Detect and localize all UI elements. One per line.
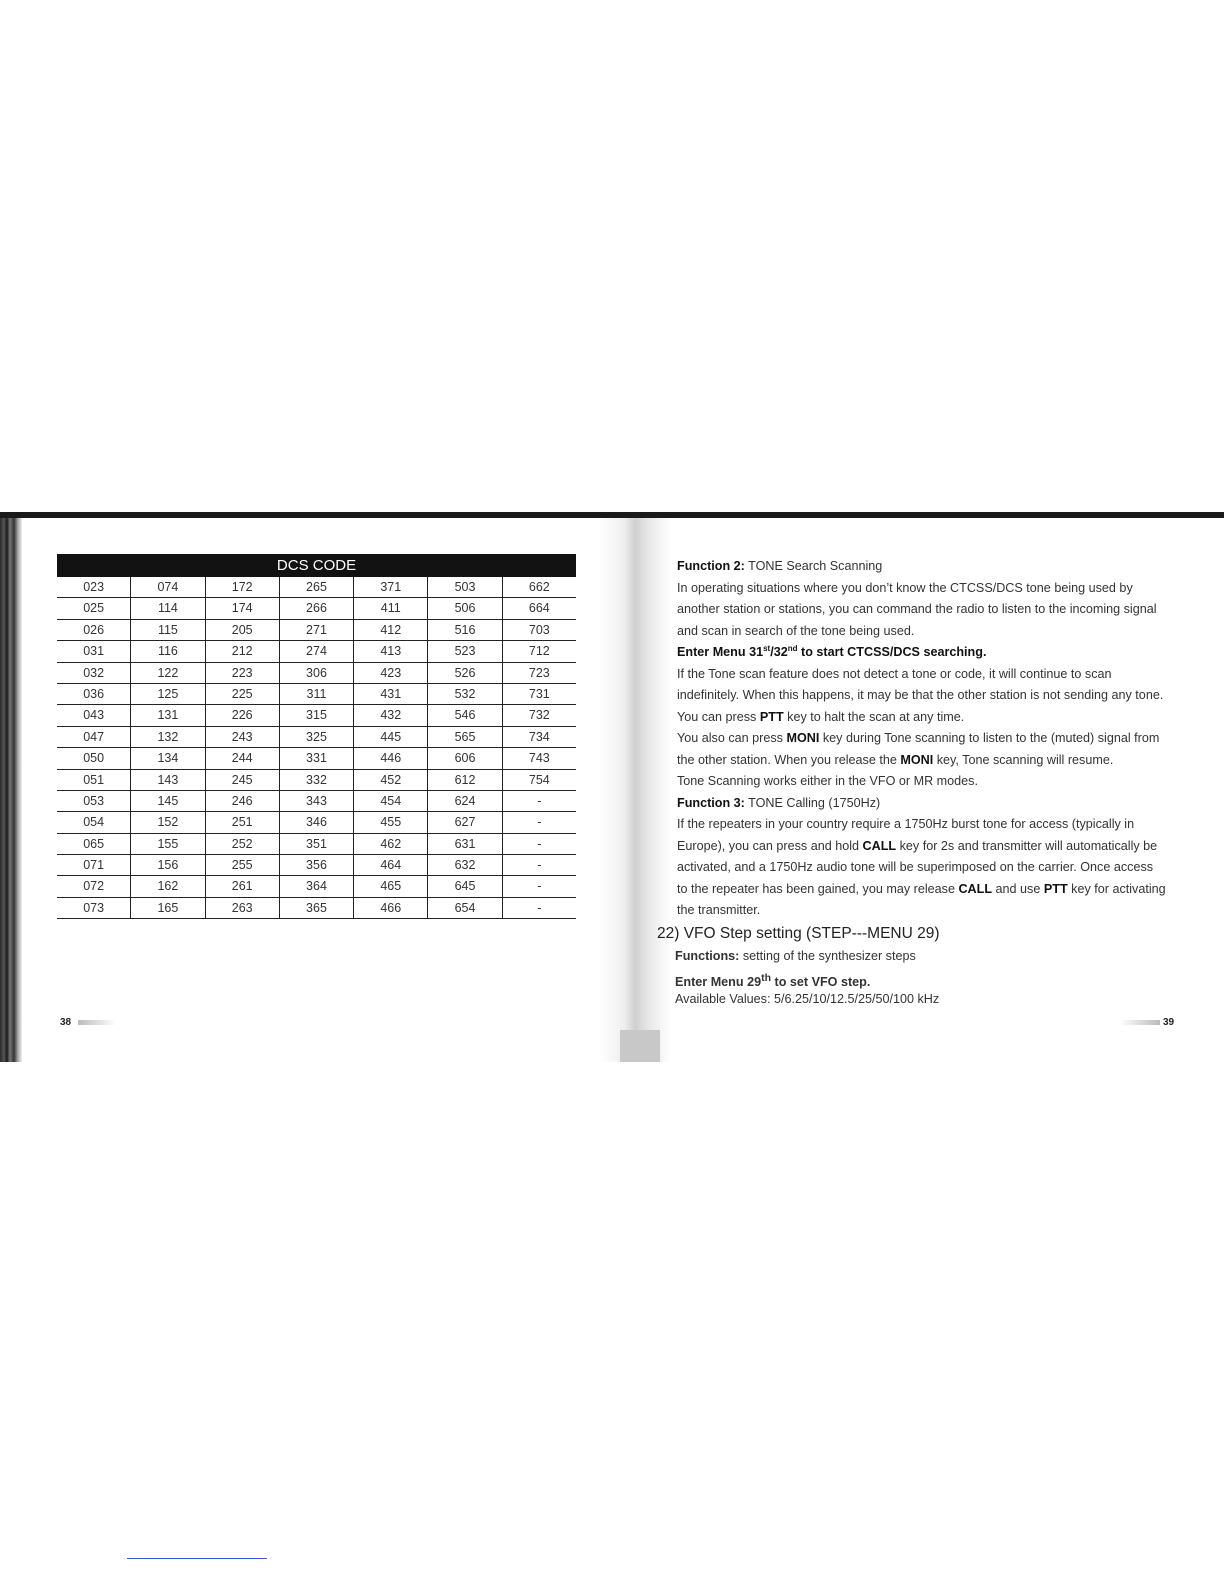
- table-cell: 212: [206, 641, 279, 662]
- table-cell: 346: [280, 812, 353, 833]
- table-cell: 506: [428, 598, 501, 619]
- table-column: [205, 577, 279, 919]
- table-cell: 131: [131, 705, 204, 726]
- table-cell: 031: [57, 641, 130, 662]
- table-cell: 165: [131, 898, 204, 919]
- table-cell: 043: [57, 705, 130, 726]
- table-cell: 565: [428, 727, 501, 748]
- table-cell: 631: [428, 834, 501, 855]
- table-column: [502, 577, 576, 919]
- function-3-line: Function 3: TONE Calling (1750Hz): [677, 795, 881, 810]
- table-cell: 071: [57, 855, 130, 876]
- paragraph-line: to the repeater has been gained, you may release CALL and use PTT key for activating: [677, 881, 1166, 896]
- paragraph-line: If the repeaters in your country require a 1750Hz burst tone for access (typically in: [677, 817, 1135, 831]
- table-cell: 226: [206, 705, 279, 726]
- table-cell: 664: [503, 598, 576, 619]
- book-gutter: [600, 518, 670, 1062]
- table-cell: 223: [206, 663, 279, 684]
- table-cell: 452: [354, 770, 427, 791]
- table-cell: 244: [206, 748, 279, 769]
- table-cell: 026: [57, 620, 130, 641]
- table-cell: 325: [280, 727, 353, 748]
- table-grid: [57, 577, 576, 919]
- paragraph-line: and scan in search of the tone being used.: [677, 623, 915, 638]
- table-cell: 251: [206, 812, 279, 833]
- paragraph-line: indefinitely. When this happens, it may be that the other station is not sending any tone.: [677, 688, 1164, 702]
- function-2-line: Function 2: TONE Search Scanning: [677, 559, 883, 573]
- table-cell: 445: [354, 727, 427, 748]
- table-cell: 054: [57, 812, 130, 833]
- table-cell: 743: [503, 748, 576, 769]
- table-title: DCS CODE: [57, 554, 576, 577]
- table-column: [130, 577, 204, 919]
- table-cell: 115: [131, 620, 204, 641]
- table-cell: 122: [131, 663, 204, 684]
- table-column: [353, 577, 427, 919]
- table-cell: 423: [354, 663, 427, 684]
- table-cell: 532: [428, 684, 501, 705]
- table-column: [427, 577, 501, 919]
- paragraph-line: the transmitter.: [677, 903, 761, 917]
- vfo-step-body: [675, 946, 939, 1011]
- table-cell: 712: [503, 641, 576, 662]
- table-cell: 053: [57, 791, 130, 812]
- table-cell: 455: [354, 812, 427, 833]
- table-cell: 371: [354, 577, 427, 598]
- table-cell: 205: [206, 620, 279, 641]
- table-cell: 413: [354, 641, 427, 662]
- table-cell: 645: [428, 876, 501, 897]
- table-cell: 306: [280, 663, 353, 684]
- table-cell: 032: [57, 663, 130, 684]
- table-cell: 606: [428, 748, 501, 769]
- table-cell: 546: [428, 705, 501, 726]
- table-cell: 662: [503, 577, 576, 598]
- table-cell: 051: [57, 770, 130, 791]
- table-cell: 446: [354, 748, 427, 769]
- table-cell: 703: [503, 620, 576, 641]
- bottom-underline: [127, 1558, 267, 1559]
- left-page-number-bar: [78, 1020, 116, 1025]
- available-values-line: Available Values: 5/6.25/10/12.5/25/50/100 kHz: [675, 992, 940, 1006]
- right-page-number-bar: [1120, 1020, 1160, 1025]
- table-cell: 023: [57, 577, 130, 598]
- table-cell: 431: [354, 684, 427, 705]
- enter-menu-29-line: Enter Menu 29th to set VFO step.: [675, 971, 871, 989]
- table-cell: 632: [428, 855, 501, 876]
- table-cell: 466: [354, 898, 427, 919]
- table-cell: 331: [280, 748, 353, 769]
- table-cell: 125: [131, 684, 204, 705]
- paragraph-line: the other station. When you release the MONI key, Tone scanning will resume.: [677, 752, 1114, 767]
- table-cell: -: [503, 812, 576, 833]
- gutter-shadow: [620, 1030, 660, 1062]
- section-heading: 22) VFO Step setting (STEP---MENU 29): [657, 925, 940, 942]
- table-cell: 731: [503, 684, 576, 705]
- table-cell: 143: [131, 770, 204, 791]
- table-cell: 523: [428, 641, 501, 662]
- table-cell: 624: [428, 791, 501, 812]
- right-page-body: [677, 556, 1187, 922]
- table-cell: 311: [280, 684, 353, 705]
- table-cell: -: [503, 791, 576, 812]
- paragraph-line: In operating situations where you don’t know the CTCSS/DCS tone being used by: [677, 580, 1133, 595]
- table-cell: 225: [206, 684, 279, 705]
- table-cell: 723: [503, 663, 576, 684]
- table-cell: 365: [280, 898, 353, 919]
- table-cell: 503: [428, 577, 501, 598]
- table-cell: 246: [206, 791, 279, 812]
- table-cell: 047: [57, 727, 130, 748]
- table-cell: 351: [280, 834, 353, 855]
- table-cell: 156: [131, 855, 204, 876]
- table-cell: -: [503, 898, 576, 919]
- table-cell: 454: [354, 791, 427, 812]
- table-cell: 654: [428, 898, 501, 919]
- table-cell: 172: [206, 577, 279, 598]
- table-cell: 612: [428, 770, 501, 791]
- table-cell: 412: [354, 620, 427, 641]
- left-page-number: 38: [60, 1017, 72, 1028]
- table-cell: 315: [280, 705, 353, 726]
- table-cell: 255: [206, 855, 279, 876]
- paragraph-line: activated, and a 1750Hz audio tone will be superimposed on the carrier. Once access: [677, 860, 1154, 874]
- paragraph-line: Tone Scanning works either in the VFO or MR modes.: [677, 774, 978, 788]
- enter-menu-31-line: Enter Menu 31st/32nd to start CTCSS/DCS searching.: [677, 643, 987, 659]
- table-cell: -: [503, 876, 576, 897]
- table-cell: 261: [206, 876, 279, 897]
- table-cell: 145: [131, 791, 204, 812]
- table-column: [57, 577, 130, 919]
- table-cell: 073: [57, 898, 130, 919]
- table-cell: 152: [131, 812, 204, 833]
- table-cell: 356: [280, 855, 353, 876]
- table-cell: 332: [280, 770, 353, 791]
- table-cell: 464: [354, 855, 427, 876]
- functions-line: Functions: setting of the synthesizer steps: [675, 949, 916, 963]
- right-page-number: 39: [1163, 1017, 1175, 1028]
- paragraph-line: If the Tone scan feature does not detect a tone or code, it will continue to scan: [677, 666, 1112, 681]
- table-cell: 343: [280, 791, 353, 812]
- table-cell: 265: [280, 577, 353, 598]
- table-cell: -: [503, 834, 576, 855]
- table-cell: 050: [57, 748, 130, 769]
- table-cell: 036: [57, 684, 130, 705]
- table-cell: 134: [131, 748, 204, 769]
- table-cell: 627: [428, 812, 501, 833]
- table-column: [279, 577, 353, 919]
- table-cell: 025: [57, 598, 130, 619]
- table-cell: 065: [57, 834, 130, 855]
- table-cell: 526: [428, 663, 501, 684]
- left-page-edges: [0, 518, 22, 1062]
- table-cell: 271: [280, 620, 353, 641]
- table-cell: 734: [503, 727, 576, 748]
- paragraph-line: another station or stations, you can command the radio to listen to the incoming signal: [677, 602, 1157, 616]
- table-cell: 432: [354, 705, 427, 726]
- paragraph-line: You also can press MONI key during Tone scanning to listen to the (muted) signal from: [677, 731, 1160, 745]
- table-cell: 266: [280, 598, 353, 619]
- table-cell: 364: [280, 876, 353, 897]
- table-cell: 732: [503, 705, 576, 726]
- table-cell: 116: [131, 641, 204, 662]
- paragraph-line: You can press PTT key to halt the scan at any time.: [677, 709, 965, 724]
- table-cell: -: [503, 855, 576, 876]
- table-cell: 411: [354, 598, 427, 619]
- table-cell: 263: [206, 898, 279, 919]
- table-cell: 243: [206, 727, 279, 748]
- paragraph-line: Europe), you can press and hold CALL key for 2s and transmitter will automatically be: [677, 838, 1158, 853]
- table-cell: 252: [206, 834, 279, 855]
- table-cell: 465: [354, 876, 427, 897]
- table-cell: 114: [131, 598, 204, 619]
- table-cell: 132: [131, 727, 204, 748]
- table-cell: 274: [280, 641, 353, 662]
- table-cell: 462: [354, 834, 427, 855]
- table-cell: 516: [428, 620, 501, 641]
- dcs-code-table: [57, 554, 576, 919]
- table-cell: 072: [57, 876, 130, 897]
- table-cell: 155: [131, 834, 204, 855]
- table-cell: 162: [131, 876, 204, 897]
- table-cell: 074: [131, 577, 204, 598]
- table-cell: 754: [503, 770, 576, 791]
- table-cell: 245: [206, 770, 279, 791]
- table-cell: 174: [206, 598, 279, 619]
